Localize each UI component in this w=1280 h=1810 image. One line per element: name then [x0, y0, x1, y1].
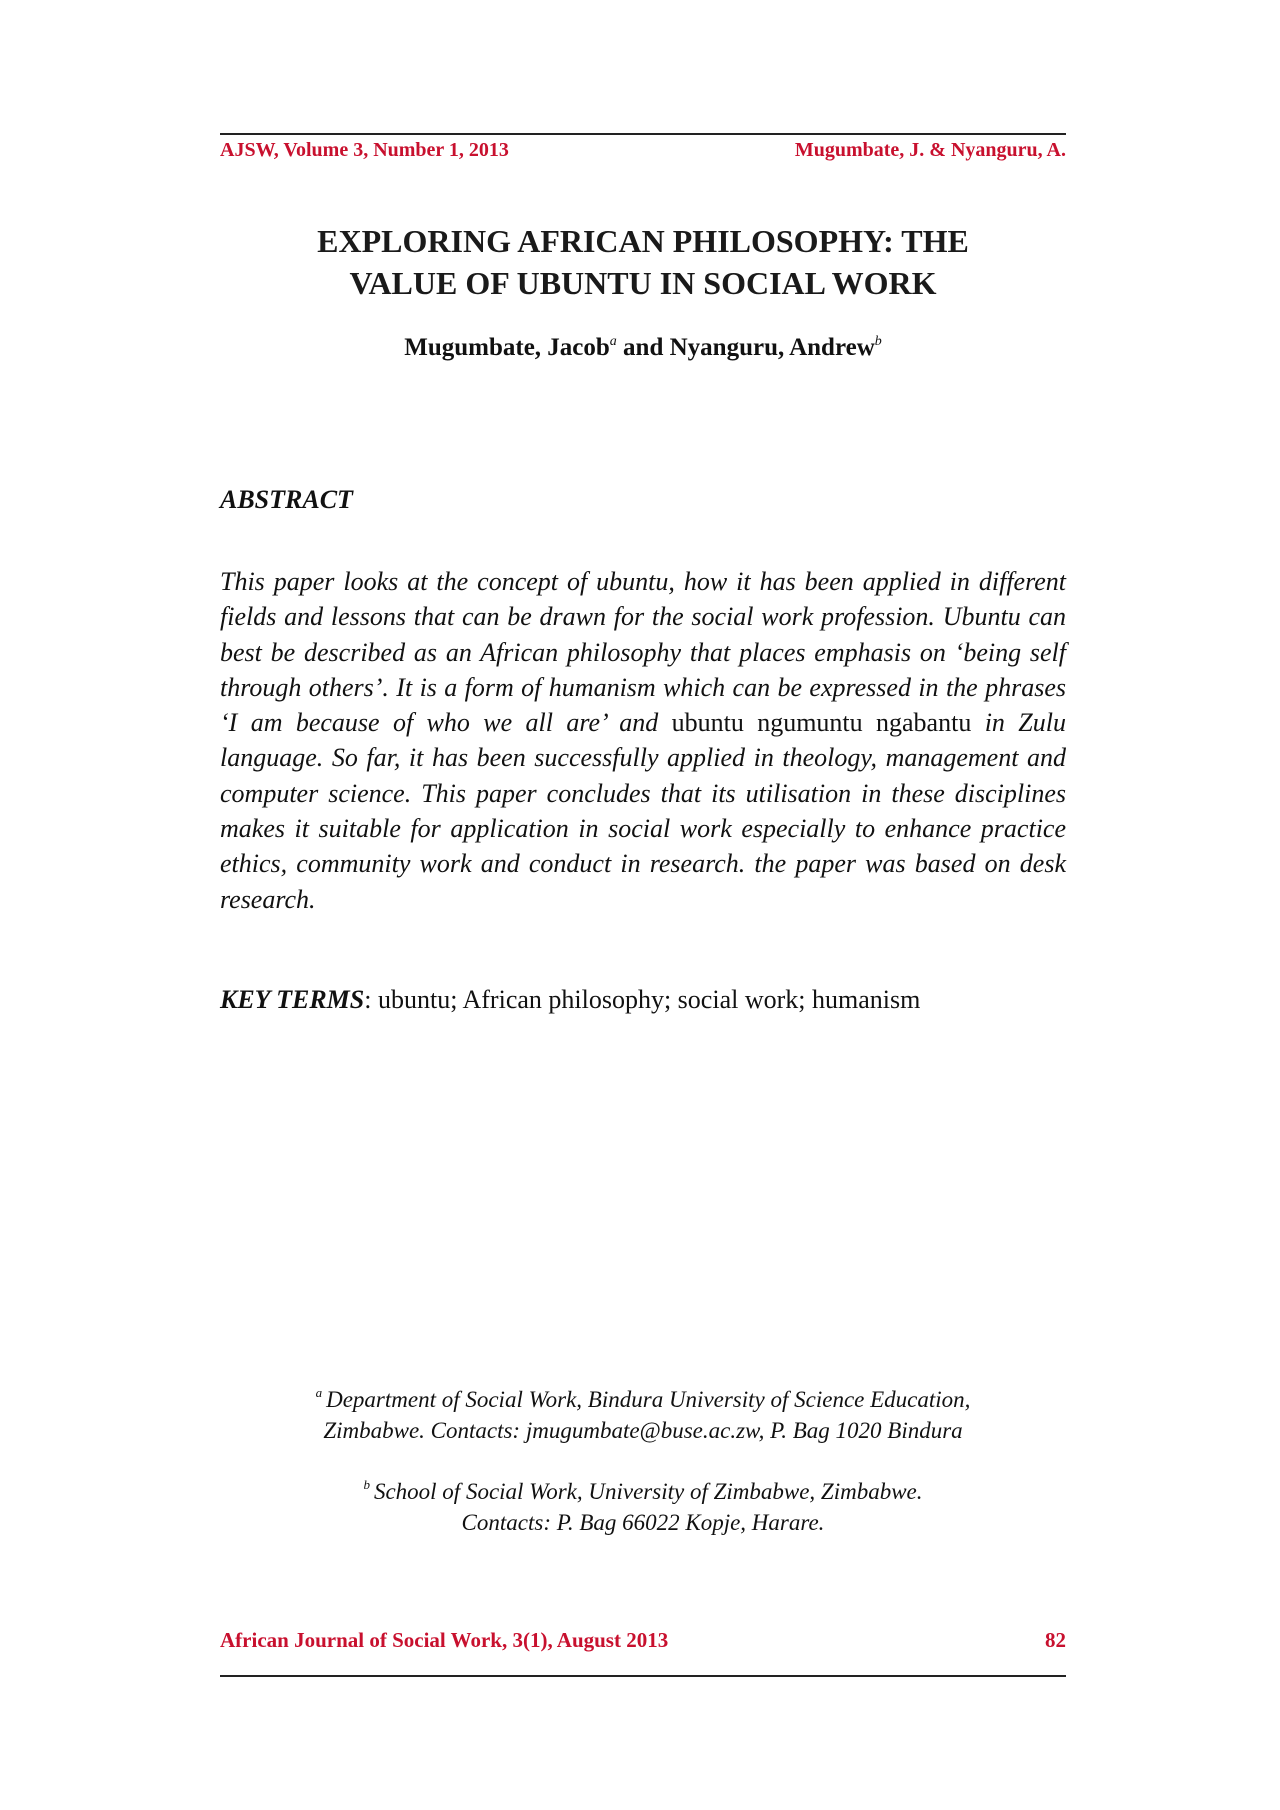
footnote-a-line-1-text: Department of Social Work, Bindura University of Science Education, [326, 1387, 971, 1412]
key-terms-separator: : [364, 985, 372, 1014]
abstract-zulu-phrase: ubuntu ngumuntu ngabantu [671, 708, 972, 738]
footnote-b-line-1 [220, 1476, 1066, 1507]
footnote-b-mark: b [363, 1477, 370, 1492]
key-terms-list: ubuntu; African philosophy; social work; humanism [371, 985, 921, 1014]
footer-rule [220, 1675, 1066, 1677]
abstract-body [220, 564, 1066, 917]
author-list [220, 334, 1066, 362]
key-terms [220, 985, 920, 1015]
affiliation-footnote-b [220, 1476, 1066, 1538]
key-terms-label: KEY TERMS [220, 985, 365, 1014]
affiliation-footnote-a [220, 1384, 1066, 1446]
author-first: Mugumbate, Jacob [404, 334, 610, 361]
abstract-heading: ABSTRACT [220, 485, 353, 514]
paper-title [220, 220, 1066, 304]
author-second: Nyanguru, Andrew [669, 334, 875, 361]
abstract-text-part-1: This paper looks at the concept of ubuntu, how it has been applied in different fields and lessons that can be drawn for the social work profession. Ubuntu can best be described as an African philosophy that places emphasis on ‘being self through others’. It is a form of humanism which can be expressed in the phrases ‘I am because of who we all are’ and [220, 567, 1066, 738]
header-journal-volume: AJSW, Volume 3, Number 1, 2013 [220, 139, 509, 161]
running-header [220, 139, 1066, 162]
running-footer [220, 1628, 1066, 1653]
header-rule [220, 133, 1066, 135]
title-line-2: VALUE OF UBUNTU IN SOCIAL WORK [349, 265, 937, 301]
title-line-1: EXPLORING AFRICAN PHILOSOPHY: THE [317, 223, 969, 259]
abstract-text-part-2: in Zulu language. So far, it has been successfully applied in theology, management and computer science. This paper concludes that its utilisation in these disciplines makes it suitable for application in social work especially to enhance practice ethics, community work and conduct in research. the paper was based on desk research. [220, 708, 1066, 914]
footnote-a-line-1 [220, 1384, 1066, 1415]
page-number: 82 [1045, 1628, 1066, 1652]
footnote-a-mark: a [315, 1385, 323, 1400]
author-first-affiliation-mark: a [609, 334, 617, 349]
footnote-a-line-2: Zimbabwe. Contacts: jmugumbate@buse.ac.zw, P. Bag 1020 Bindura [323, 1418, 963, 1443]
footnote-b-line-1-text: School of Social Work, University of Zimbabwe, Zimbabwe. [373, 1479, 923, 1504]
footer-journal-citation: African Journal of Social Work, 3(1), August 2013 [220, 1628, 669, 1652]
header-authors-short: Mugumbate, J. & Nyanguru, A. [794, 139, 1066, 161]
author-connector: and [616, 334, 670, 361]
footnote-b-line-2: Contacts: P. Bag 66022 Kopje, Harare. [461, 1510, 825, 1535]
author-second-affiliation-mark: b [874, 334, 882, 349]
